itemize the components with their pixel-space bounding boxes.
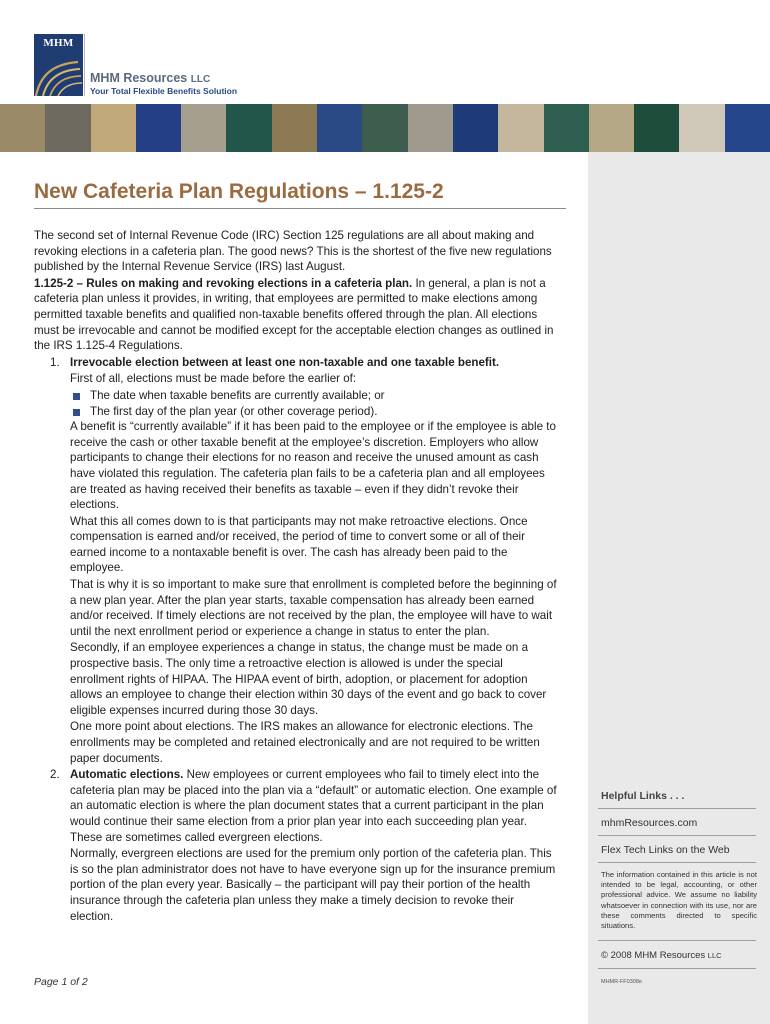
helpful-links-heading: Helpful Links . . . [601,790,685,802]
strip-image-tile [498,104,543,152]
disclaimer-text: The information contained in this article is not intended to be legal, accounting, or other professional advice. We assume no liability whatsoever in connection with its use, nor are these comments directed to specific situations. [601,870,757,931]
logo-text: MHM [43,37,74,49]
sidebar-divider [598,862,756,863]
strip-image-tile [45,104,90,152]
link-mhmresources[interactable]: mhmResources.com [601,817,698,829]
strip-image-tile [136,104,181,152]
company-name: MHM Resources LLC [90,71,211,85]
item-heading: Irrevocable election between at least one non-taxable and one taxable benefit. [70,355,500,369]
sidebar-divider [598,968,756,969]
document-code: MHMR-FF0308e [601,979,642,985]
square-bullet-icon [73,409,80,416]
strip-image-tile [317,104,362,152]
strip-image-tile [181,104,226,152]
page-number: Page 1 of 2 [34,976,88,988]
item-paragraph: One more point about elections. The IRS makes an allowance for electronic elections. The enrollments may be completed and retained electronically and are not required to be written paper documents. [70,720,540,765]
rule-heading: 1.125-2 – Rules on making and revoking elections in a cafeteria plan. [34,276,413,290]
item-lead: First of all, elections must be made before the earlier of: [70,372,357,386]
logo-divider [84,34,85,96]
item-lead-paragraph: Automatic elections. New employees or current employees who fail to timely elect into the cafeteria plan may be placed into the plan via a “default” or automatic election. One example of an automatic election is where the plan document states that a current participant in the plan would continue their same election from a prior plan year into each succeeding plan year. These are sometimes called evergreen elections. [70,768,557,844]
logo-swoosh-graphic [34,52,83,96]
strip-image-tile [634,104,679,152]
company-logo [34,34,83,96]
strip-image-tile [408,104,453,152]
square-bullet-icon [73,393,80,400]
article-body [34,228,560,925]
item-paragraph: That is why it is so important to make sure that enrollment is completed before the beginning of a new plan year. After the plan year starts, taxable compensation has already been earned and/or received. If timely elections are not received by the plan, the employee will have to wait until the next enrollment period or experience a change in status to enter the plan. [70,578,557,638]
strip-image-tile [679,104,724,152]
numbered-item-1 [34,355,560,766]
decorative-image-strip [0,104,770,152]
strip-image-tile [453,104,498,152]
strip-image-tile [0,104,45,152]
sidebar-divider [598,940,756,941]
strip-image-tile [725,104,770,152]
title-divider [34,208,566,209]
link-flex-tech[interactable]: Flex Tech Links on the Web [601,844,730,856]
item-paragraph: A benefit is “currently available” if it has been paid to the employee or if the employee is able to receive the cash or other taxable benefit at the employee’s discretion. Employers who allow participants to change their elections for no reason and receive the unused amount as cash have violated this regulation. The cafeteria plan fails to be a cafeteria plan and all employees are treated as having received their benefits as taxable – even if they didn’t revoke their elections. [70,420,556,512]
item-heading: Automatic elections. [70,768,184,782]
item-paragraph: Secondly, if an employee experiences a change in status, the change must be made on a prospective basis. The only time a retroactive election is allowed is under the special enrollment rights of HIPAA. The HIPAA event of birth, adoption, or placement for adoption allows an employee to change their election within 30 days of the event and go back to cover eligible expenses incurred during those 30 days. [70,641,547,717]
copyright-text: © 2008 MHM Resources LLC [601,950,722,961]
rule-text: In general, a plan is not a cafeteria plan unless it provides, in writing, that employees are permitted to make elections among permitted taxable benefits and qualified non-taxable benefits offered through the plan. All elections must be irrevocable and cannot be modified except for the acceptable election changes as outlined in the IRS 1.125-4 Regulations. [34,276,554,353]
document-title: New Cafeteria Plan Regulations – 1.125-2 [34,180,444,203]
item-number: 2. [50,768,60,782]
item-number: 1. [50,355,60,369]
strip-image-tile [589,104,634,152]
strip-image-tile [544,104,589,152]
strip-image-tile [226,104,271,152]
strip-image-tile [272,104,317,152]
rule-paragraph [34,276,560,354]
numbered-item-2 [34,767,560,924]
intro-paragraph: The second set of Internal Revenue Code (IRC) Section 125 regulations are all about making and revoking elections in a cafeteria plan. The good news? This is the shortest of the five new regulations published by the Internal Revenue Service (IRS) last August. [34,229,552,274]
sidebar-divider [598,808,756,809]
item-paragraph: Normally, evergreen elections are used for the premium only portion of the cafeteria plan. This is so the plan administrator does not have to have everyone sign up for the insurance premium portion of the plan every year. Basically – the participant will pay their portion of the health insurance through the cafeteria plan unless they make a timely decision to revoke their election. [70,847,556,923]
item-paragraph: What this all comes down to is that participants may not make retroactive elections. Once compensation is earned and/or received, the period of time to convert some or all of their earned income to a nontaxable benefit is over. The cash has already been paid to the employee. [70,514,528,575]
bullet-item: The first day of the plan year (or other coverage period). [70,404,560,420]
bullet-item: The date when taxable benefits are currently available; or [70,388,560,404]
strip-image-tile [362,104,407,152]
company-tagline: Your Total Flexible Benefits Solution [90,86,238,96]
sidebar-divider [598,835,756,836]
strip-image-tile [91,104,136,152]
